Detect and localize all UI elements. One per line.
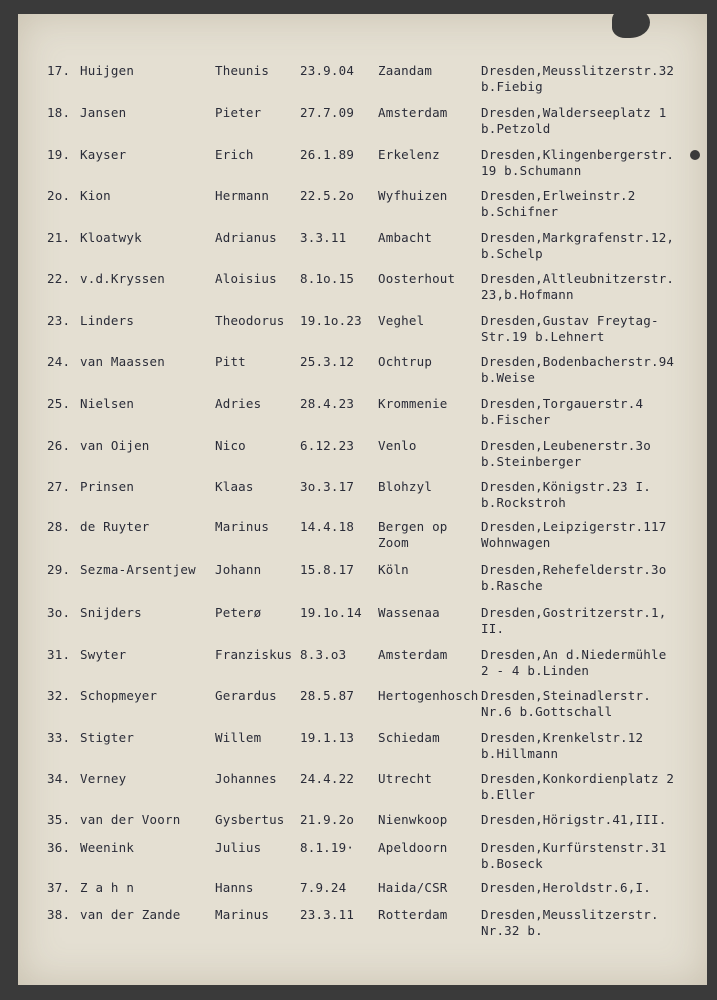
row-num: 37. <box>47 880 71 895</box>
row-last: Stigter <box>80 730 135 745</box>
row-first: Johann <box>215 562 262 577</box>
row-last: Z a h n <box>80 880 135 895</box>
row-place: Wyfhuizen <box>378 188 448 203</box>
table-row <box>0 479 717 519</box>
row-address <box>481 771 674 803</box>
row-last: van der Voorn <box>80 812 181 827</box>
row-date: 14.4.18 <box>300 519 355 534</box>
row-num: 24. <box>47 354 71 369</box>
row-address <box>481 519 666 551</box>
address-line: Dresden,Walderseeplatz 1 <box>481 105 667 120</box>
row-last: Sezma-Arsentjew <box>80 562 196 577</box>
row-num: 29. <box>47 562 71 577</box>
row-address <box>481 647 666 679</box>
row-date: 22.5.2o <box>300 188 355 203</box>
row-address <box>481 688 651 720</box>
row-first: Klaas <box>215 479 254 494</box>
address-line: b.Petzold <box>481 121 551 136</box>
row-last: Linders <box>80 313 135 328</box>
row-date: 28.4.23 <box>300 396 355 411</box>
row-last: Kloatwyk <box>80 230 142 245</box>
row-num: 23. <box>47 313 71 328</box>
address-line: b.Rasche <box>481 578 543 593</box>
row-address <box>481 230 674 262</box>
table-row <box>0 688 717 728</box>
row-first: Pieter <box>215 105 262 120</box>
table-row <box>0 147 717 187</box>
address-line: Dresden,Krenkelstr.12 <box>481 730 644 745</box>
address-line: b.Fiebig <box>481 79 543 94</box>
row-address <box>481 605 666 637</box>
row-num: 18. <box>47 105 71 120</box>
address-line: b.Weise <box>481 370 536 385</box>
row-address <box>481 271 674 303</box>
address-line: Dresden,Konkordienplatz 2 <box>481 771 675 786</box>
row-first: Theodorus <box>215 313 285 328</box>
address-line: Dresden,Torgauerstr.4 <box>481 396 644 411</box>
row-place: Hertogenhosch <box>378 688 479 703</box>
address-line: b.Hillmann <box>481 746 559 761</box>
row-first: Marinus <box>215 907 270 922</box>
row-date: 28.5.87 <box>300 688 355 703</box>
row-address <box>481 354 674 386</box>
table-row <box>0 647 717 687</box>
row-place: Apeldoorn <box>378 840 448 855</box>
address-line: Dresden,Kurfürstenstr.31 <box>481 840 667 855</box>
row-last: Weenink <box>80 840 135 855</box>
address-line: b.Eller <box>481 787 536 802</box>
table-row <box>0 438 717 478</box>
row-date: 8.1o.15 <box>300 271 355 286</box>
address-line: Dresden,Königstr.23 I. <box>481 479 651 494</box>
address-line: Dresden,Gostritzerstr.1, <box>481 605 667 620</box>
row-address <box>481 188 636 220</box>
address-line: Str.19 b.Lehnert <box>481 329 605 344</box>
row-date: 3.3.11 <box>300 230 347 245</box>
table-row <box>0 396 717 436</box>
row-place: Utrecht <box>378 771 433 786</box>
row-address <box>481 147 674 179</box>
address-line: Dresden,Meusslitzerstr.32 <box>481 63 675 78</box>
address-line: 19 b.Schumann <box>481 163 582 178</box>
row-address <box>481 63 674 95</box>
row-num: 3o. <box>47 605 71 620</box>
row-first: Nico <box>215 438 246 453</box>
table-row <box>0 840 717 880</box>
row-date: 26.1.89 <box>300 147 355 162</box>
address-line: Wohnwagen <box>481 535 551 550</box>
row-first: Adrianus <box>215 230 277 245</box>
row-first: Marinus <box>215 519 270 534</box>
row-num: 2o. <box>47 188 71 203</box>
row-address <box>481 730 643 762</box>
row-address <box>481 880 651 896</box>
row-place: Haida/CSR <box>378 880 448 895</box>
row-place: Zaandam <box>378 63 433 78</box>
row-address <box>481 907 659 939</box>
address-line: Dresden,Bodenbacherstr.94 <box>481 354 675 369</box>
row-date: 3o.3.17 <box>300 479 355 494</box>
address-line: Dresden,Gustav Freytag- <box>481 313 659 328</box>
row-place: Ochtrup <box>378 354 433 369</box>
row-date: 23.9.04 <box>300 63 355 78</box>
row-date: 21.9.2o <box>300 812 355 827</box>
row-first: Pitt <box>215 354 246 369</box>
address-line: Dresden,Erlweinstr.2 <box>481 188 636 203</box>
row-last: Nielsen <box>80 396 135 411</box>
row-num: 33. <box>47 730 71 745</box>
row-num: 36. <box>47 840 71 855</box>
table-row <box>0 271 717 311</box>
row-last: v.d.Kryssen <box>80 271 165 286</box>
row-num: 26. <box>47 438 71 453</box>
table-row <box>0 907 717 947</box>
row-first: Gerardus <box>215 688 277 703</box>
address-line: II. <box>481 621 505 636</box>
table-row <box>0 771 717 811</box>
address-line: Dresden,Markgrafenstr.12, <box>481 230 675 245</box>
address-line: Dresden,Steinadlerstr. <box>481 688 651 703</box>
row-address <box>481 562 666 594</box>
row-place: Ambacht <box>378 230 433 245</box>
address-line: b.Schifner <box>481 204 559 219</box>
row-date: 25.3.12 <box>300 354 355 369</box>
row-date: 6.12.23 <box>300 438 355 453</box>
address-line: Dresden,Klingenbergerstr. <box>481 147 675 162</box>
address-line: b.Fischer <box>481 412 551 427</box>
row-date: 8.3.o3 <box>300 647 347 662</box>
row-place: Venlo <box>378 438 417 453</box>
row-last: Prinsen <box>80 479 135 494</box>
row-num: 32. <box>47 688 71 703</box>
row-place: Köln <box>378 562 409 577</box>
row-num: 27. <box>47 479 71 494</box>
row-place: Amsterdam <box>378 647 448 662</box>
row-last: Jansen <box>80 105 127 120</box>
table-row <box>0 230 717 270</box>
row-place: Veghel <box>378 313 425 328</box>
row-num: 21. <box>47 230 71 245</box>
table-row <box>0 605 717 645</box>
row-place: Oosterhout <box>378 271 456 286</box>
row-last: de Ruyter <box>80 519 150 534</box>
row-address <box>481 105 666 137</box>
row-last: Schopmeyer <box>80 688 158 703</box>
row-last: Verney <box>80 771 127 786</box>
row-num: 25. <box>47 396 71 411</box>
row-place: Amsterdam <box>378 105 448 120</box>
address-line: Dresden,Meusslitzerstr. <box>481 907 659 922</box>
row-address <box>481 313 659 345</box>
address-line: 23,b.Hofmann <box>481 287 574 302</box>
address-line: Dresden,Heroldstr.6,I. <box>481 880 651 895</box>
row-first: Aloisius <box>215 271 277 286</box>
table-row <box>0 730 717 770</box>
row-num: 35. <box>47 812 71 827</box>
row-first: Peterø <box>215 605 262 620</box>
row-date: 15.8.17 <box>300 562 355 577</box>
row-date: 23.3.11 <box>300 907 355 922</box>
row-num: 28. <box>47 519 71 534</box>
address-line: Dresden,Leipzigerstr.117 <box>481 519 667 534</box>
row-date: 8.1.19· <box>300 840 355 855</box>
row-num: 38. <box>47 907 71 922</box>
row-date: 7.9.24 <box>300 880 347 895</box>
row-place: Rotterdam <box>378 907 448 922</box>
address-line: b.Schelp <box>481 246 543 261</box>
row-num: 19. <box>47 147 71 162</box>
row-first: Julius <box>215 840 262 855</box>
row-place: Krommenie <box>378 396 448 411</box>
table-row <box>0 105 717 145</box>
row-num: 17. <box>47 63 71 78</box>
row-first: Theunis <box>215 63 270 78</box>
address-line: Dresden,Hörigstr.41,III. <box>481 812 667 827</box>
address-line: 2 - 4 b.Linden <box>481 663 590 678</box>
address-line: Dresden,Altleubnitzerstr. <box>481 271 675 286</box>
row-date: 27.7.09 <box>300 105 355 120</box>
row-date: 19.1o.23 <box>300 313 362 328</box>
table-row <box>0 354 717 394</box>
row-first: Franziskus <box>215 647 293 662</box>
table-row <box>0 188 717 228</box>
row-last: Kion <box>80 188 111 203</box>
row-first: Willem <box>215 730 262 745</box>
table-row <box>0 519 717 559</box>
address-line: Dresden,Leubenerstr.3o <box>481 438 651 453</box>
row-num: 34. <box>47 771 71 786</box>
row-num: 22. <box>47 271 71 286</box>
address-line: Dresden,Rehefelderstr.3o <box>481 562 667 577</box>
row-place: Bergen op Zoom <box>378 519 448 550</box>
row-date: 19.1o.14 <box>300 605 362 620</box>
address-line: Nr.6 b.Gottschall <box>481 704 613 719</box>
row-address <box>481 479 651 511</box>
row-place: Blohzyl <box>378 479 433 494</box>
row-first: Adries <box>215 396 262 411</box>
row-address <box>481 438 651 470</box>
row-last: van Oijen <box>80 438 150 453</box>
row-place: Erkelenz <box>378 147 440 162</box>
row-first: Johannes <box>215 771 277 786</box>
address-line: Nr.32 b. <box>481 923 543 938</box>
row-first: Hanns <box>215 880 254 895</box>
row-first: Gysbertus <box>215 812 285 827</box>
row-first: Erich <box>215 147 254 162</box>
row-last: van Maassen <box>80 354 165 369</box>
row-address <box>481 812 666 828</box>
table-row <box>0 562 717 602</box>
address-line: Dresden,An d.Niedermühle <box>481 647 667 662</box>
row-last: Swyter <box>80 647 127 662</box>
address-line: b.Steinberger <box>481 454 582 469</box>
row-place: Schiedam <box>378 730 440 745</box>
row-date: 19.1.13 <box>300 730 355 745</box>
row-last: Huijgen <box>80 63 135 78</box>
row-first: Hermann <box>215 188 270 203</box>
row-last: van der Zande <box>80 907 181 922</box>
row-place: Wassenaa <box>378 605 440 620</box>
table-row <box>0 63 717 103</box>
row-place: Nienwkoop <box>378 812 448 827</box>
address-line: b.Boseck <box>481 856 543 871</box>
row-last: Kayser <box>80 147 127 162</box>
row-address <box>481 396 643 428</box>
row-last: Snijders <box>80 605 142 620</box>
row-address <box>481 840 666 872</box>
row-date: 24.4.22 <box>300 771 355 786</box>
table-row <box>0 313 717 353</box>
address-line: b.Rockstroh <box>481 495 566 510</box>
row-num: 31. <box>47 647 71 662</box>
